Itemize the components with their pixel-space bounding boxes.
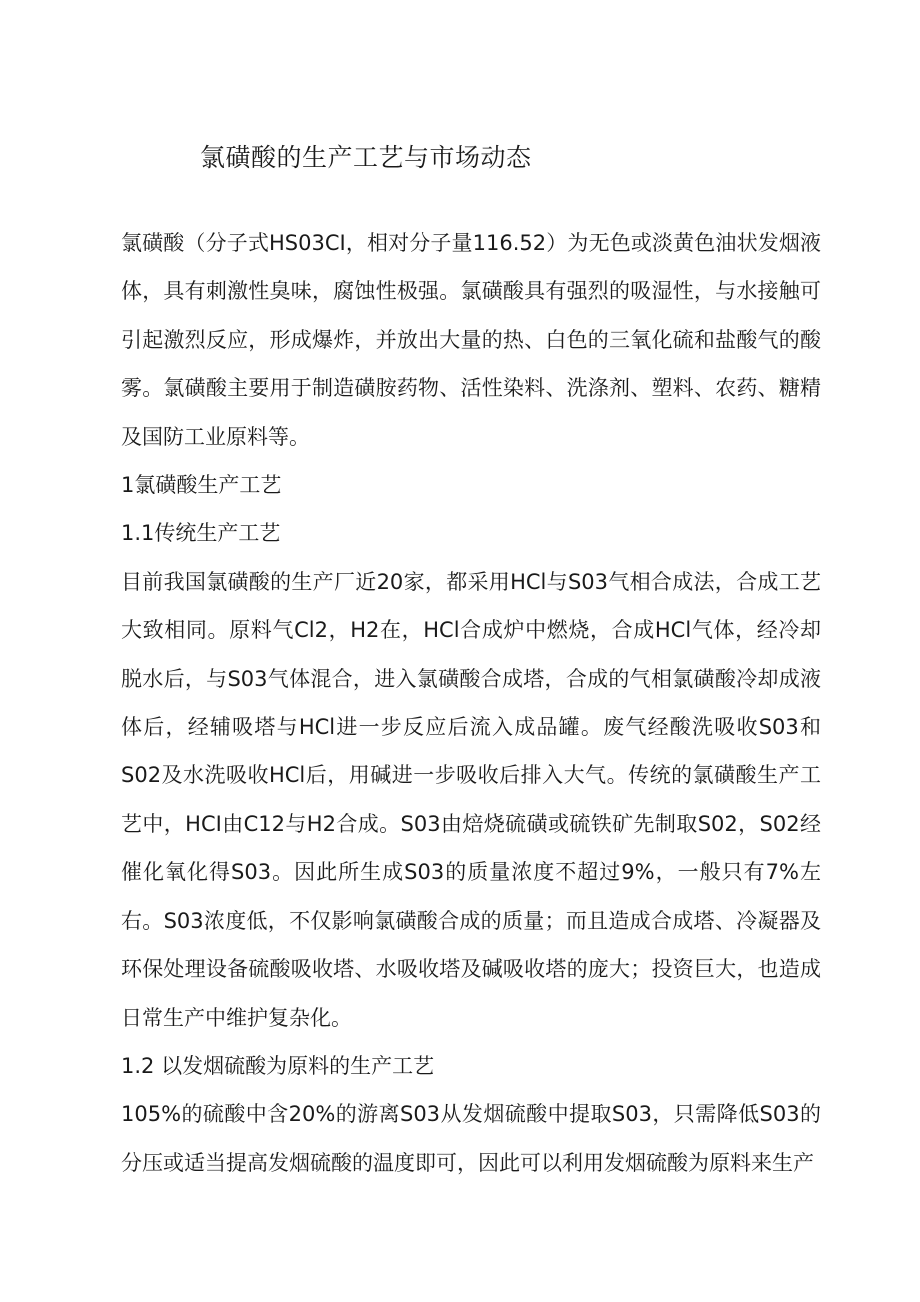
section-1-2-paragraph: 105%的硫酸中含20%的游离S03从发烟硫酸中提取S03，只需降低S03的分压或适当提高发烟硫酸的温度即可，因此可以利用发烟硫酸为原料来生产 xyxy=(121,1102,821,1175)
section-1-1-paragraph: 目前我国氯磺酸的生产厂近20家，都采用HCl与S03气相合成法，合成工艺大致相同。原料气Cl2，H2在，HCl合成炉中燃烧，合成HCl气体，经冷却脱水后，与S03气体混合，进入氯磺酸合成塔，合成的气相氯磺酸冷却成液体后，经辅吸塔与HCl进一步反应后流入成品罐。废气经酸洗吸收S03和S02及水洗吸收HCl后，用碱进一步吸收后排入大气。传统的氯磺酸生产工艺中，HCI由C12与H2合成。S03由焙烧硫磺或硫铁矿先制取S02，S02经催化氧化得S03。因此所生成S03的质量浓度不超过9%，一般只有7%左右。S03浓度低，不仅影响氯磺酸合成的质量；而且造成合成塔、冷凝器及环保处理设备硫酸吸收塔、水吸收塔及碱吸收塔的庞大；投资巨大，也造成日常生产中维护复杂化。 xyxy=(121,569,821,1030)
document-body xyxy=(121,219,821,1187)
section-1-heading: 1氯磺酸生产工艺 xyxy=(121,473,282,498)
document-title: 氯磺酸的生产工艺与市场动态 xyxy=(200,143,532,172)
intro-paragraph: 氯磺酸（分子式HS03CI，相对分子量116.52）为无色或淡黄色油状发烟液体，具有刺激性臭味，腐蚀性极强。氯磺酸具有强烈的吸湿性，与水接触可引起激烈反应，形成爆炸，并放出大量的热、白色的三氧化硫和盐酸气的酸雾。氯磺酸主要用于制造磺胺药物、活性染料、洗涤剂、塑料、农药、糖精及国防工业原料等。 xyxy=(121,231,821,449)
section-1-2-heading: 1.2 以发烟硫酸为原料的生产工艺 xyxy=(121,1053,435,1078)
section-1-1-heading: 1.1传统生产工艺 xyxy=(121,521,281,546)
